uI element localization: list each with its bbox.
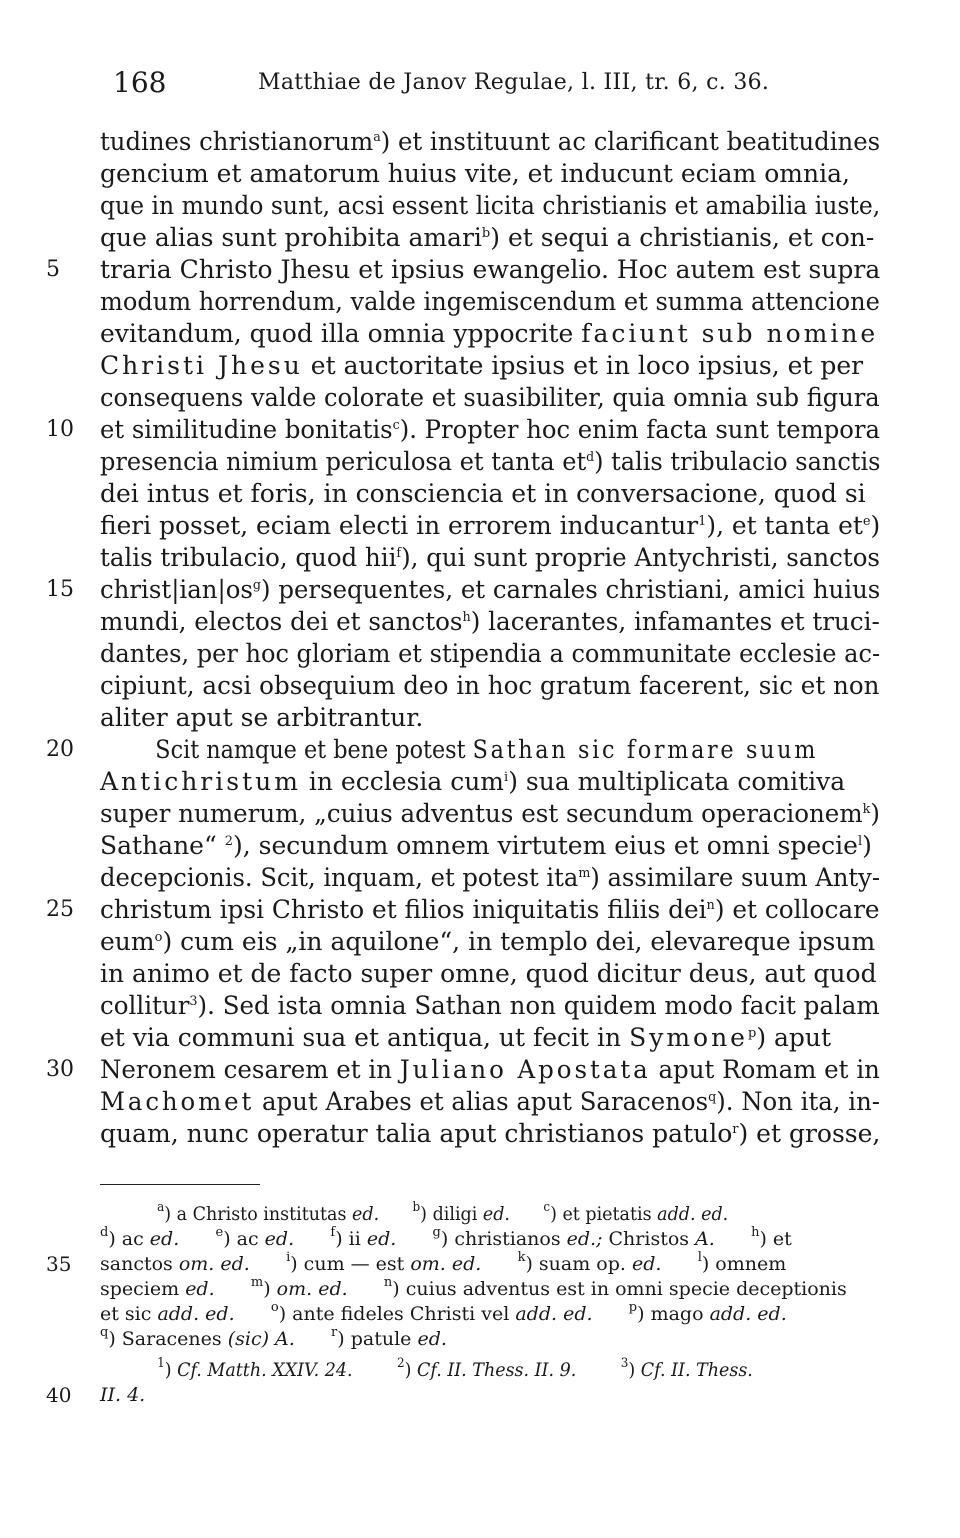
line-number: 35	[46, 1252, 72, 1276]
footnote-line	[100, 1277, 880, 1302]
line-text: dantes, per hoc gloriam et stipendia a communitate ecclesie ac-	[100, 639, 881, 668]
line-text: decepcionis. Scit, inquam, et potest ita$^m$) assimilare suum Anty-	[100, 863, 881, 892]
text-line	[100, 670, 880, 702]
line-number: 5	[46, 257, 60, 282]
line-text: Neronem cesarem et in Juliano Apostata aput Romam et in	[100, 1055, 880, 1084]
text-line	[100, 446, 880, 478]
line-text: consequens valde colorate et suasibiliter, quia omnia sub figura	[100, 383, 880, 412]
text-line	[100, 126, 880, 158]
line-text: gencium et amatorum huius vite, et inducunt eciam omnia,	[100, 159, 850, 188]
line-text: $christ|ian|os^g$) persequentes, et carnales christiani, amici huius	[100, 575, 881, 604]
footnote-line	[100, 1327, 880, 1352]
footnote-line	[46, 1383, 880, 1408]
text-line	[100, 350, 880, 382]
line-text: Antichristum in ecclesia cum$^i$) sua multiplicata comitiva	[100, 767, 846, 796]
line-text: Scit namque et bene potest Sathan sic formare suum	[155, 735, 819, 764]
text-line	[100, 702, 880, 734]
line-text: Christi Jhesu et auctoritate ipsius et in loco ipsius, et per	[100, 351, 864, 380]
line-text: Sathane“ $^2$), secundum omnem virtutem eius et omni specie$^l$)	[100, 831, 872, 860]
text-line	[100, 318, 880, 350]
text-line	[100, 1022, 880, 1054]
line-text: tudines christianorum$^a$) et instituunt ac clarificant beatitudines	[100, 127, 881, 156]
line-text: cipiunt, acsi obsequium deo in hoc gratum facerent, sic et non	[100, 671, 880, 700]
text-line	[100, 510, 880, 542]
line-text: evitandum, quod illa omnia yppocrite faciunt sub nomine	[100, 319, 879, 348]
text-line	[100, 286, 880, 318]
text-line	[100, 958, 880, 990]
text-line	[46, 254, 881, 286]
text-line	[100, 766, 880, 798]
footnote-line	[100, 1227, 880, 1252]
line-number: 15	[46, 577, 74, 602]
text-line	[100, 830, 880, 862]
line-text: Machomet aput Arabes et alias aput Saracenos$^q$). Non ita, in-	[100, 1087, 881, 1116]
footnote-text: $^d$) ac ed. $^e$) ac ed. $^f$) ii ed. $^g$) christianos ed.; Christos A. $^h$) et	[100, 1225, 792, 1250]
line-text: quam, nunc operatur talia aput christianos patulo$^r$) et grosse,	[100, 1119, 881, 1148]
footnote-text: speciem ed. $^m$) om. ed. $^n$) cuius adventus est in omni specie deceptionis	[100, 1275, 847, 1300]
main-text-block	[46, 126, 881, 1150]
text-line	[100, 382, 880, 414]
line-number: 30	[46, 1057, 74, 1082]
footnote-text: $^q$) Saracenes (sic) A. $^r$) patule ed.	[100, 1325, 447, 1350]
line-text: et similitudine bonitatis$^c$). Propter hoc enim facta sunt tempora	[100, 415, 880, 444]
text-line	[100, 190, 880, 222]
footnote-text: sanctos om. ed. $^i$) cum — est om. ed. $^k$) suam op. ed. $^l$) omnem	[100, 1250, 787, 1275]
line-text: talis tribulacio, quod hii$^f$), qui sunt proprie Antychristi, sanctos	[100, 543, 880, 572]
line-text: fieri posset, eciam electi in errorem inducantur$^1$), et tanta $et^e$)	[100, 511, 881, 540]
footnote-line	[100, 1302, 880, 1327]
page-number: 168	[113, 66, 167, 99]
text-line	[46, 894, 880, 926]
footnote-text: $^a$) a Christo institutas ed. $^b$) diligi ed. $^c$) et pietatis add. ed.	[157, 1200, 729, 1225]
footnote-separator	[100, 1184, 260, 1185]
line-text: in animo et de facto super omne, quod dicitur deus, aut quod	[100, 959, 877, 988]
footnote-text: $^1$) Cf. Matth. XXIV. 24. $^2$) Cf. II. Thess. II. 9. $^3$) Cf. II. Thess.	[157, 1356, 753, 1381]
footnote-text: II. 4.	[100, 1384, 146, 1406]
line-number: 20	[46, 737, 74, 762]
line-text: eum$^o$) cum eis „in aquilone“, in templo dei, elevareque ipsum	[100, 927, 876, 956]
line-number: 40	[46, 1383, 72, 1407]
line-number: 10	[46, 417, 74, 442]
line-text: collitur$^3$). Sed ista omnia Sathan non quidem modo facit palam	[100, 991, 880, 1020]
text-line	[100, 638, 880, 670]
text-line	[100, 926, 880, 958]
text-line	[100, 222, 880, 254]
text-line	[100, 542, 880, 574]
footnote-text: et sic add. ed. $^o$) ante fideles Christi vel add. ed. $^p$) mago add. ed.	[100, 1300, 787, 1325]
text-line	[100, 798, 880, 830]
text-line	[100, 862, 880, 894]
line-number: 25	[46, 897, 74, 922]
text-line	[46, 1054, 880, 1086]
line-text: aliter aput se arbitrantur.	[100, 703, 424, 732]
line-text: et via communi sua et antiqua, ut fecit in Symone$^p$) aput	[100, 1023, 832, 1052]
footnote-line	[100, 1358, 880, 1383]
line-text: que alias sunt prohibita amari$^b$) et sequi a christianis, et con-	[100, 223, 875, 252]
text-line	[100, 158, 880, 190]
line-text: modum horrendum, valde ingemiscendum et summa attencione	[100, 287, 880, 316]
footnotes-block	[46, 1200, 880, 1408]
line-text: super numerum, „cuius adventus est secundum operacionem$^k$)	[100, 799, 880, 828]
line-text: presencia nimium periculosa et tanta $et^d$) talis tribulacio sanctis	[100, 447, 881, 476]
footnote-line	[46, 1250, 880, 1277]
text-line	[100, 990, 880, 1022]
text-line	[46, 414, 880, 446]
footnote-line	[100, 1202, 880, 1227]
line-text: christum ipsi Christo et filios iniquitatis filiis dei$^n$) et collocare	[100, 895, 880, 924]
line-text: dei intus et foris, in consciencia et in conversacione, quod si	[100, 479, 866, 508]
text-line	[100, 478, 880, 510]
line-text: mundi, electos dei et sanctos$^h$) lacerantes, infamantes et truci-	[100, 607, 880, 636]
line-text: traria Christo Jhesu et ipsius ewangelio. Hoc autem est supra	[100, 255, 881, 284]
text-line	[100, 1118, 880, 1150]
line-text: que in mundo sunt, acsi essent licita christianis et amabilia iuste,	[100, 191, 881, 220]
text-line	[46, 574, 881, 606]
text-line	[46, 734, 880, 766]
page-header	[0, 66, 960, 106]
running-title: Matthiae de Janov Regulae, l. III, tr. 6, c. 36.	[258, 70, 770, 95]
text-line	[100, 606, 880, 638]
text-line	[100, 1086, 880, 1118]
